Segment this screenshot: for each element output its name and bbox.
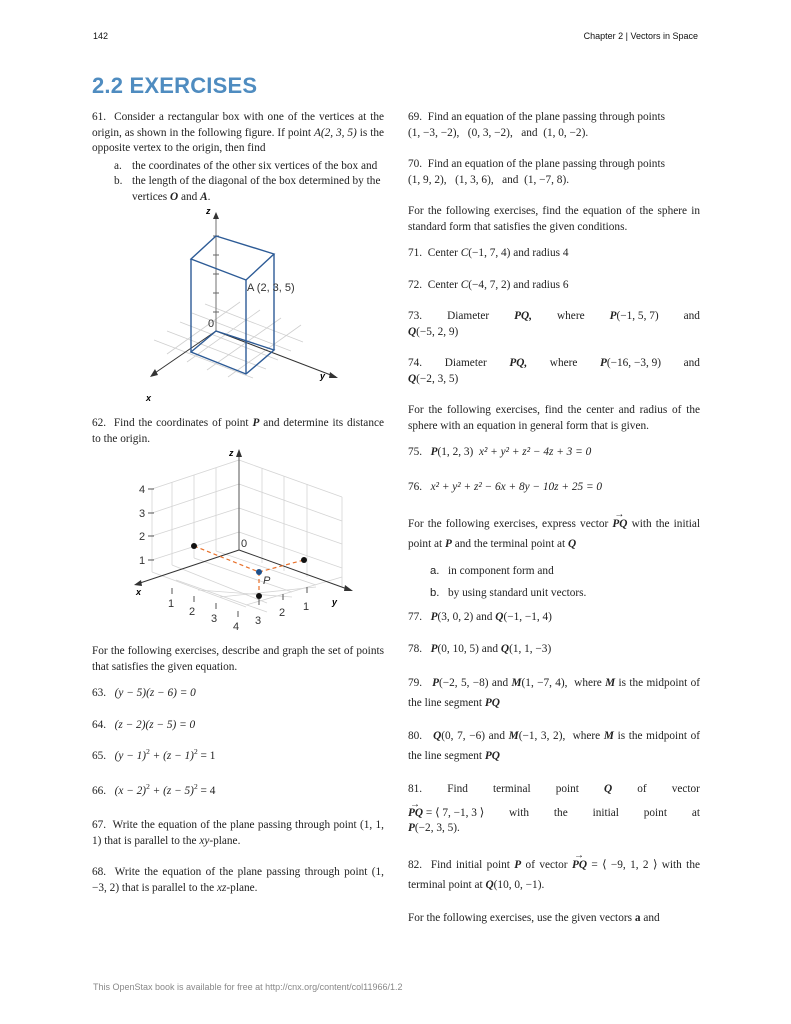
- exercise-72: 72. Center C(−4, 7, 2) and radius 6: [408, 278, 569, 291]
- intro-graph: For the following exercises, describe and graph the set of points that satisfies the given equation.: [92, 645, 384, 673]
- exercise-75: 75. P(1, 2, 3) x² + y² + z² − 4z + 3 = 0: [408, 446, 592, 458]
- exercise-81: 81. Find terminal point Q of vector: [408, 783, 700, 795]
- point-xz: [191, 543, 197, 549]
- exercise-81-point: P(−2, 3, 5).: [408, 822, 460, 834]
- right-column: [408, 110, 700, 926]
- vector-subitems: [408, 560, 700, 604]
- vector-pq: → PQ: [408, 806, 423, 822]
- x-tick-label: 2: [189, 606, 196, 618]
- z-arrow: [213, 212, 219, 219]
- chapter-header: Chapter 2 | Vectors in Space: [583, 31, 698, 41]
- x-tick-label: 3: [211, 613, 218, 625]
- subitem-a: a. the coordinates of the other six vertices of the box and: [114, 159, 378, 172]
- y-axis: [216, 331, 336, 377]
- figure-rectangular-box: [140, 207, 340, 402]
- exercise-68: 68. Write the equation of the plane passing through point (1, −3, 2) that is parallel to the xz-plane.: [92, 866, 384, 894]
- y-tick-label: 1: [303, 601, 310, 613]
- y-arrow: [344, 585, 353, 591]
- y-tick-label: 2: [279, 607, 286, 619]
- exercise-82: 82. Find initial point P of vector → PQ = ⟨ −9, 1, 2 ⟩ with the terminal point at Q(10, 0, −1).: [408, 855, 700, 895]
- exercise-66: 66. $(x - 2)^2 + (z - 5)^2 = 4$: [92, 781, 216, 797]
- exercise-61-subitems: [92, 159, 384, 206]
- x-tick-label: 1: [168, 598, 175, 610]
- y-axis: [239, 550, 350, 590]
- z-arrow: [236, 449, 242, 457]
- point-p-label: P: [263, 575, 271, 587]
- exercise-number: 61.: [92, 111, 107, 123]
- x-tick-label: 4: [233, 621, 240, 632]
- point-yz: [301, 557, 307, 563]
- vector-pq: → PQ: [612, 514, 627, 534]
- z-tick-label: 1: [139, 555, 146, 567]
- exercise-70: 70. Find an equation of the plane passing through points (1, 9, 2), (1, 3, 6), and (1, −7, 8).: [408, 158, 665, 186]
- x-arrow: [150, 369, 158, 377]
- y-tick-label: 3: [255, 615, 262, 627]
- x-axis-label: x: [136, 587, 142, 597]
- exercise-64: 64. (z − 2)(z − 5) = 0: [92, 718, 196, 731]
- x-arrow: [134, 580, 142, 586]
- exercise-81-cont: → PQ = ⟨ 7, −1, 3 ⟩ with the initial point at: [408, 806, 700, 822]
- figure-point-p: [132, 447, 362, 632]
- z-tick-label: 4: [139, 484, 146, 496]
- z-axis-label: z: [229, 448, 234, 458]
- exercise-text: is the opposite vertex to the origin, then find: [92, 126, 384, 154]
- exercise-73: 73. Diameter PQ, where P(−1, 5, 7) and: [408, 310, 700, 322]
- exercise-62: 62. Find the coordinates of point P and determine its distance to the origin.: [92, 417, 385, 445]
- z-axis-label: z: [206, 207, 211, 216]
- exercise-67: 67. Write the equation of the plane passing through point (1, 1, 1) that is parallel to the xy-plane.: [92, 819, 384, 847]
- exercise-79: 79. P(−2, 5, −8) and M(1, −7, 4), where M is the midpoint of the line segment PQ: [408, 677, 700, 709]
- exercise-80: 80. Q(0, 7, −6) and M(−1, 3, 2), where M is the midpoint of the line segment PQ: [408, 730, 701, 762]
- intro-vectors-ab: For the following exercises, use the given vectors a and: [408, 911, 660, 924]
- exercise-76: 76. x² + y² + z² − 6x + 8y − 10z + 25 = 0: [408, 480, 603, 493]
- y-axis-label: y: [332, 597, 338, 607]
- subitem-a: a. in component form and: [430, 565, 554, 577]
- exercise-text: Consider a rectangular box with one of the vertices at the origin, as shown in the following figure. If point: [92, 111, 384, 139]
- z-tick-label: 3: [139, 508, 146, 520]
- intro-center: For the following exercises, find the center and radius of the sphere with an equation in general form that is given.: [408, 404, 700, 432]
- left-column: [92, 110, 384, 896]
- origin-label: 0: [241, 538, 248, 550]
- subitem-b: b. the length of the diagonal of the box determined by the vertices O and A.: [114, 175, 381, 203]
- exercise-74-cont: Q(−2, 3, 5): [408, 372, 459, 385]
- point-a: A(2, 3, 5): [313, 126, 357, 139]
- page-number: 142: [93, 31, 109, 41]
- section-title: 2.2 EXERCISES: [92, 73, 258, 98]
- exercise-71: 71. Center C(−1, 7, 4) and radius 4: [408, 247, 569, 259]
- exercise-65: 65. $(y - 1)^2 + (z - 1)^2 = 1$: [92, 747, 216, 762]
- point-p: [256, 569, 262, 575]
- intro-sphere: For the following exercises, find the equation of the sphere in standard form that satisfies the given conditions.: [408, 205, 700, 233]
- intro-vector: For the following exercises, express vector → PQ with the initial point at P and the terminal point at Q: [408, 514, 700, 554]
- footer-note: This OpenStax book is available for free at http://cnx.org/content/col11966/1.2: [93, 982, 403, 992]
- y-axis-label: y: [320, 371, 326, 381]
- exercise-69: 69. Find an equation of the plane passing through points (1, −3, −2), (0, 3, −2), and (1, 0, −2).: [408, 111, 665, 139]
- vector-pq: → PQ: [572, 855, 587, 875]
- x-axis-label: x: [146, 393, 152, 402]
- exercise-77: 77. P(3, 0, 2) and Q(−1, −1, 4): [408, 611, 552, 623]
- exercise-63: 63. (y − 5)(z − 6) = 0: [92, 687, 196, 699]
- z-tick-label: 2: [139, 531, 146, 543]
- back-grid: [152, 460, 342, 612]
- point-xy: [256, 593, 262, 599]
- point-a-label: A (2, 3, 5): [247, 282, 295, 294]
- exercise-74: 74. Diameter PQ, where P(−16, −3, 9) and: [408, 357, 700, 369]
- origin-label: 0: [208, 318, 215, 330]
- exercise-61: [92, 110, 384, 157]
- y-arrow: [329, 372, 338, 378]
- exercise-78: 78. P(0, 10, 5) and Q(1, 1, −3): [408, 642, 552, 655]
- subitem-b: b. by using standard unit vectors.: [430, 587, 587, 599]
- exercise-73-cont: Q(−5, 2, 9): [408, 325, 459, 338]
- exercise-number: 62.: [92, 417, 107, 429]
